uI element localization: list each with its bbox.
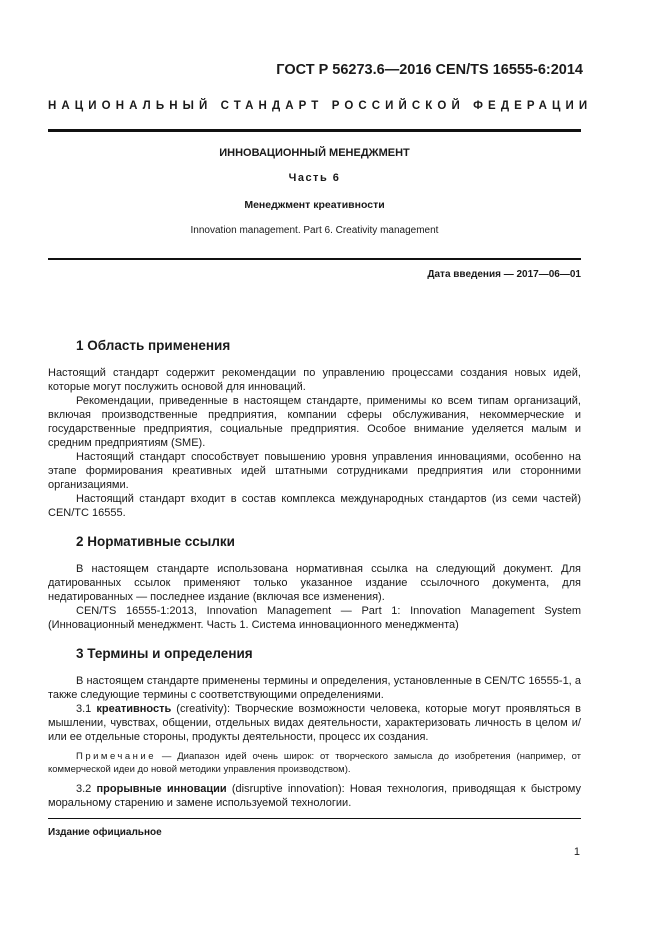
- section-heading: 1 Область применения: [76, 338, 231, 353]
- section-terms: [48, 646, 581, 810]
- document-title: ИННОВАЦИОННЫЙ МЕНЕДЖМЕНТ: [219, 147, 410, 159]
- definition: (disruptive innovation): Новая технология, приводящая к быстрому моральному старению и замене используемой технологии.: [48, 783, 581, 809]
- national-standard-banner: НАЦИОНАЛЬНЫЙ СТАНДАРТ РОССИЙСКОЙ ФЕДЕРАЦИИ: [48, 100, 593, 112]
- paragraph: Настоящий стандарт входит в состав комплекса международных стандартов (из семи частей) CEN/TC 16555.: [48, 493, 581, 519]
- english-title: Innovation management. Part 6. Creativity management: [190, 225, 439, 236]
- term-definition: [48, 702, 581, 744]
- paragraph: Настоящий стандарт способствует повышению уровня управления инновациями, особенно на этапе формирования креативных идей штатными сотрудниками предприятия или сторонними организациями.: [48, 451, 581, 491]
- section-heading: 3 Термины и определения: [76, 646, 253, 661]
- paragraph: В настоящем стандарте применены термины и определения, установленные в CEN/TC 16555-1, а также следующие термины с соответствующими определениями.: [48, 675, 581, 701]
- title-divider: [48, 258, 581, 260]
- term-number: 3.1: [76, 703, 92, 715]
- effective-date: Дата введения — 2017—06—01: [427, 269, 581, 280]
- term-number: 3.2: [76, 783, 92, 795]
- footer-divider: [48, 818, 581, 819]
- part-label: Часть 6: [288, 172, 341, 184]
- document-body: [48, 338, 581, 810]
- definition: (creativity): Творческие возможности человека, которые могут проявляться в мышлении, чувствах, общении, отдельных видах деятельности, характеризовать личность в целом и/или ее отдельные стороны, продукты деятельности, процесс их создания.: [48, 703, 581, 743]
- section-heading: 2 Нормативные ссылки: [76, 534, 235, 549]
- paragraph: CEN/TS 16555-1:2013, Innovation Management — Part 1: Innovation Management System (Инновационный менеджмент. Часть 1. Система инновационного менеджмента): [48, 605, 581, 631]
- document-number: ГОСТ Р 56273.6—2016 CEN/TS 16555-6:2014: [276, 62, 583, 78]
- term: креативность: [96, 703, 172, 715]
- top-divider: [48, 129, 581, 132]
- note-label: Примечание: [76, 751, 156, 762]
- note-text: — Диапазон идей очень широк: от творческого замысла до изобретения (например, от коммерческой идеи до новой методики управления производством).: [48, 751, 581, 775]
- section-normative-references: [48, 534, 581, 632]
- term-definition: [48, 782, 581, 810]
- document-subtitle: Менеджмент креативности: [244, 199, 385, 211]
- section-scope: [48, 338, 581, 520]
- official-edition-label: Издание официальное: [48, 827, 162, 838]
- page-number: 1: [573, 846, 580, 858]
- paragraph: Настоящий стандарт содержит рекомендации по управлению процессами создания новых идей, которые могут послужить основой для инноваций.: [48, 367, 581, 393]
- paragraph: Рекомендации, приведенные в настоящем стандарте, применимы ко всем типам организаций, включая производственные предприятия, компании сферы обслуживания, некоммерческие и государственные предприятия, социальные предприятия. Особое внимание уделяется малым и средним предприятиям (SME).: [48, 395, 581, 449]
- paragraph: В настоящем стандарте использована нормативная ссылка на следующий документ. Для датированных ссылок применяют только указанное издание ссылочного документа, для недатированных — последнее издание (включая все изменения).: [48, 563, 581, 603]
- note: [48, 750, 581, 776]
- term: прорывные инновации: [96, 783, 227, 795]
